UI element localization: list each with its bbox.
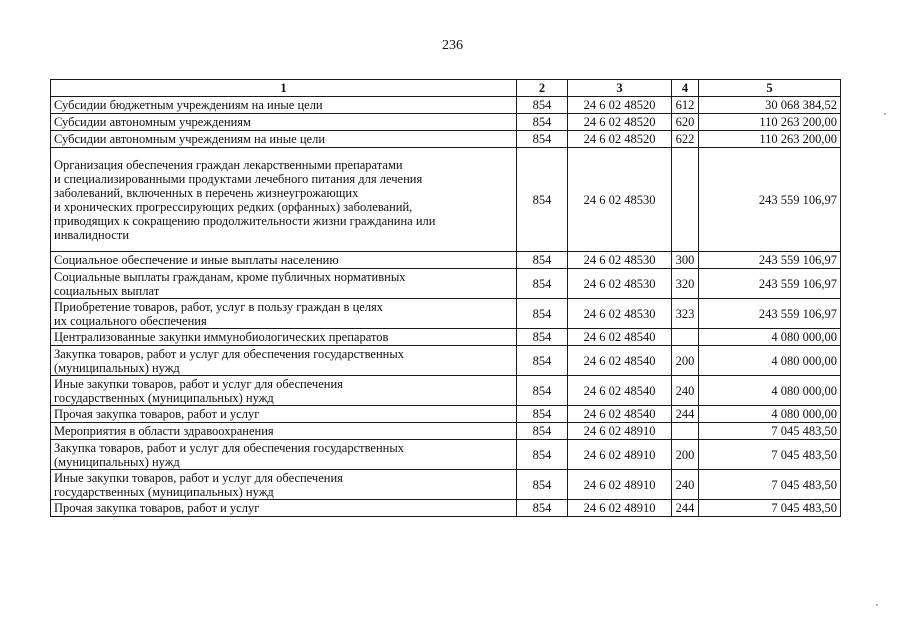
cell-admin-code: 854 (517, 252, 568, 269)
cell-target-code: 24 6 02 48910 (568, 470, 672, 500)
table-row (51, 131, 841, 148)
table-row (51, 376, 841, 406)
column-header-type: 4 (672, 80, 699, 97)
cell-expense-type: 622 (672, 131, 699, 148)
table-row (51, 299, 841, 329)
cell-admin-code: 854 (517, 299, 568, 329)
cell-target-code: 24 6 02 48520 (568, 114, 672, 131)
cell-name: Закупка товаров, работ и услуг для обеспечения государственных (муниципальных) нужд (51, 346, 517, 376)
cell-name: Прочая закупка товаров, работ и услуг (51, 406, 517, 423)
cell-admin-code: 854 (517, 470, 568, 500)
cell-admin-code: 854 (517, 329, 568, 346)
cell-amount: 110 263 200,00 (699, 131, 841, 148)
cell-name: Иные закупки товаров, работ и услуг для обеспечения государственных (муниципальных) нужд (51, 376, 517, 406)
cell-amount: 243 559 106,97 (699, 299, 841, 329)
table-row (51, 148, 841, 252)
cell-admin-code: 854 (517, 346, 568, 376)
column-header-target: 3 (568, 80, 672, 97)
cell-amount: 243 559 106,97 (699, 252, 841, 269)
scan-speck (876, 604, 878, 606)
cell-admin-code: 854 (517, 97, 568, 114)
cell-target-code: 24 6 02 48910 (568, 440, 672, 470)
cell-amount: 243 559 106,97 (699, 148, 841, 252)
table-header-row (51, 80, 841, 97)
cell-target-code: 24 6 02 48520 (568, 97, 672, 114)
table-row (51, 114, 841, 131)
cell-name: Прочая закупка товаров, работ и услуг (51, 500, 517, 517)
table-row (51, 269, 841, 299)
table-row (51, 423, 841, 440)
table-row (51, 346, 841, 376)
cell-amount: 4 080 000,00 (699, 329, 841, 346)
page-number: 236 (442, 38, 463, 53)
column-header-admin: 2 (517, 80, 568, 97)
cell-amount: 4 080 000,00 (699, 376, 841, 406)
cell-expense-type: 240 (672, 376, 699, 406)
table-row (51, 97, 841, 114)
cell-expense-type: 200 (672, 346, 699, 376)
table-body (51, 97, 841, 517)
cell-amount: 7 045 483,50 (699, 470, 841, 500)
cell-expense-type: 200 (672, 440, 699, 470)
cell-amount: 7 045 483,50 (699, 423, 841, 440)
cell-name: Закупка товаров, работ и услуг для обеспечения государственных (муниципальных) нужд (51, 440, 517, 470)
cell-expense-type: 240 (672, 470, 699, 500)
cell-expense-type: 612 (672, 97, 699, 114)
table-row (51, 440, 841, 470)
table-row (51, 252, 841, 269)
cell-target-code: 24 6 02 48910 (568, 500, 672, 517)
column-header-name: 1 (51, 80, 517, 97)
cell-admin-code: 854 (517, 406, 568, 423)
cell-expense-type: 620 (672, 114, 699, 131)
table-row (51, 500, 841, 517)
cell-target-code: 24 6 02 48530 (568, 299, 672, 329)
table-row (51, 329, 841, 346)
cell-target-code: 24 6 02 48530 (568, 252, 672, 269)
table-row (51, 406, 841, 423)
cell-expense-type: 244 (672, 500, 699, 517)
budget-table (50, 79, 841, 517)
cell-target-code: 24 6 02 48540 (568, 329, 672, 346)
cell-target-code: 24 6 02 48910 (568, 423, 672, 440)
cell-target-code: 24 6 02 48530 (568, 269, 672, 299)
cell-expense-type: 300 (672, 252, 699, 269)
cell-target-code: 24 6 02 48530 (568, 148, 672, 252)
cell-admin-code: 854 (517, 500, 568, 517)
table-row (51, 470, 841, 500)
cell-amount: 4 080 000,00 (699, 406, 841, 423)
cell-admin-code: 854 (517, 131, 568, 148)
column-header-amount: 5 (699, 80, 841, 97)
cell-amount: 7 045 483,50 (699, 440, 841, 470)
cell-expense-type: 244 (672, 406, 699, 423)
cell-expense-type (672, 329, 699, 346)
cell-admin-code: 854 (517, 114, 568, 131)
cell-name: Субсидии бюджетным учреждениям на иные цели (51, 97, 517, 114)
cell-name: Мероприятия в области здравоохранения (51, 423, 517, 440)
cell-amount: 30 068 384,52 (699, 97, 841, 114)
cell-name: Организация обеспечения граждан лекарственными препаратами и специализированными продуктами лечебного питания для лечения заболеваний, включенных в перечень жизнеугрожающих и хронических прогрессирующих редких (орфанных) заболеваний, приводящих к сокращению продолжительности жизни гражданина или инвалидности (51, 148, 517, 252)
cell-amount: 110 263 200,00 (699, 114, 841, 131)
cell-name: Субсидии автономным учреждениям на иные цели (51, 131, 517, 148)
scan-speck (884, 113, 886, 115)
cell-target-code: 24 6 02 48540 (568, 346, 672, 376)
cell-target-code: 24 6 02 48520 (568, 131, 672, 148)
cell-name: Социальное обеспечение и иные выплаты населению (51, 252, 517, 269)
cell-admin-code: 854 (517, 269, 568, 299)
cell-name: Централизованные закупки иммунобиологических препаратов (51, 329, 517, 346)
cell-expense-type: 320 (672, 269, 699, 299)
cell-expense-type (672, 423, 699, 440)
cell-name: Субсидии автономным учреждениям (51, 114, 517, 131)
cell-target-code: 24 6 02 48540 (568, 376, 672, 406)
cell-admin-code: 854 (517, 148, 568, 252)
cell-amount: 4 080 000,00 (699, 346, 841, 376)
cell-admin-code: 854 (517, 376, 568, 406)
cell-target-code: 24 6 02 48540 (568, 406, 672, 423)
cell-amount: 7 045 483,50 (699, 500, 841, 517)
cell-expense-type: 323 (672, 299, 699, 329)
cell-name: Иные закупки товаров, работ и услуг для обеспечения государственных (муниципальных) нужд (51, 470, 517, 500)
cell-admin-code: 854 (517, 440, 568, 470)
cell-name: Приобретение товаров, работ, услуг в пользу граждан в целях их социального обеспечения (51, 299, 517, 329)
cell-amount: 243 559 106,97 (699, 269, 841, 299)
cell-admin-code: 854 (517, 423, 568, 440)
cell-name: Социальные выплаты гражданам, кроме публичных нормативных социальных выплат (51, 269, 517, 299)
cell-expense-type (672, 148, 699, 252)
